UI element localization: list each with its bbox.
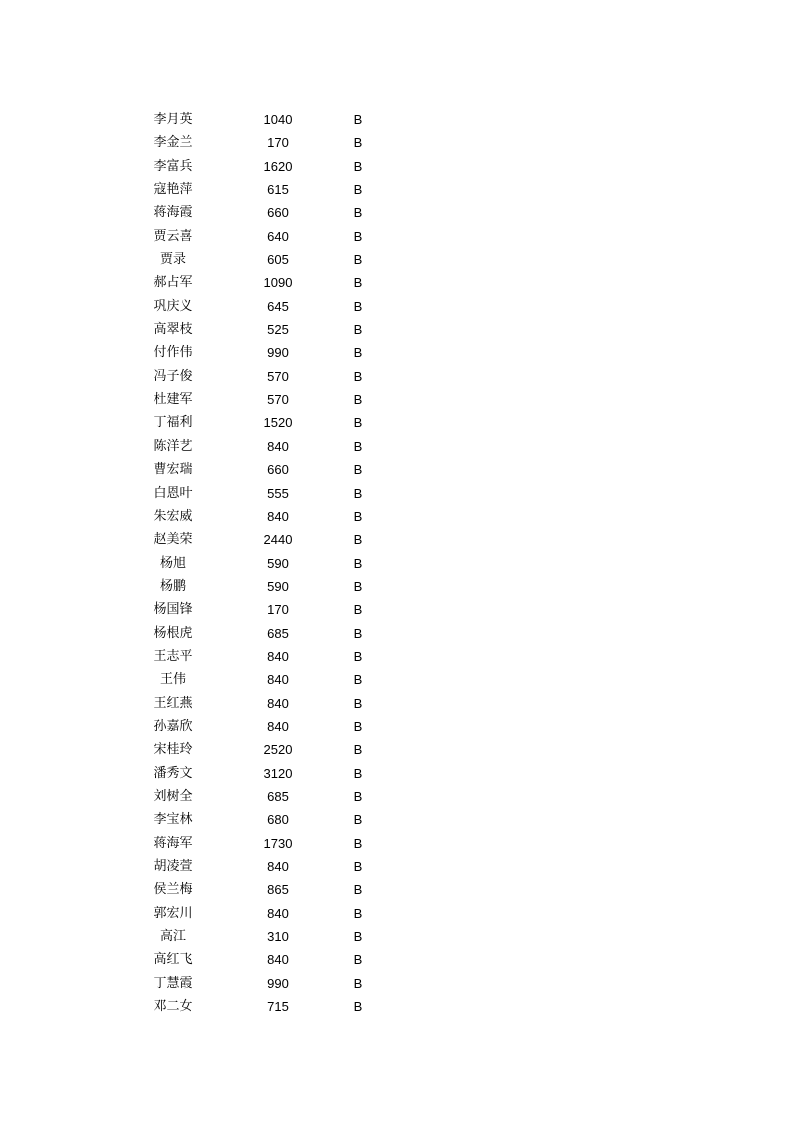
row-grade: B [353,462,363,478]
row-name: 李金兰 [153,135,193,151]
table-row [133,552,393,575]
row-name: 郭宏川 [153,905,193,921]
table-row [133,575,393,598]
row-amount: 3120 [263,765,293,781]
row-amount: 840 [267,718,289,734]
table-row [133,505,393,528]
row-grade: B [353,602,363,618]
row-name: 宋桂玲 [153,742,193,758]
row-name: 侯兰梅 [153,882,193,898]
row-grade: B [353,228,363,244]
row-amount: 555 [267,485,289,501]
table-row [133,715,393,738]
row-amount: 615 [267,182,289,198]
row-amount: 685 [267,625,289,641]
row-amount: 310 [267,929,289,945]
row-grade: B [353,345,363,361]
row-grade: B [353,718,363,734]
row-grade: B [353,158,363,174]
row-grade: B [353,695,363,711]
row-name: 杜建军 [153,392,193,408]
row-grade: B [353,905,363,921]
row-grade: B [353,485,363,501]
table-row [133,692,393,715]
row-name: 蒋海军 [153,835,193,851]
table-row [133,411,393,434]
row-grade: B [353,859,363,874]
row-name: 杨国锋 [153,602,193,618]
row-amount: 2520 [263,742,293,758]
row-name: 杨根虎 [153,625,193,641]
row-grade: B [353,508,363,524]
row-amount: 570 [267,392,289,408]
row-amount: 1730 [263,835,293,851]
row-amount: 840 [267,905,289,921]
row-amount: 1040 [263,112,293,127]
row-grade: B [353,672,363,688]
row-grade: B [353,298,363,314]
row-amount: 1620 [263,158,293,174]
row-grade: B [353,275,363,291]
row-grade: B [353,182,363,198]
row-amount: 660 [267,205,289,221]
row-grade: B [353,578,363,594]
row-grade: B [353,252,363,268]
table-row [133,365,393,388]
row-name: 邓二女 [153,999,193,1015]
table-row [133,808,393,831]
row-name: 王伟 [159,672,186,688]
row-name: 胡凌萱 [153,859,193,874]
table-row [133,482,393,505]
row-amount: 170 [267,602,289,618]
table-row [133,108,393,131]
row-amount: 680 [267,812,289,828]
row-name: 付作伟 [153,345,193,361]
row-amount: 645 [267,298,289,314]
row-grade: B [353,765,363,781]
table-row [133,972,393,995]
table-row [133,668,393,691]
row-amount: 840 [267,508,289,524]
row-grade: B [353,952,363,968]
row-name: 寇艳萍 [153,182,193,198]
table-row [133,622,393,645]
row-grade: B [353,788,363,804]
row-grade: B [353,415,363,431]
row-grade: B [353,205,363,221]
row-grade: B [353,835,363,851]
row-grade: B [353,532,363,548]
row-amount: 170 [267,135,289,151]
table-row [133,271,393,294]
row-name: 巩庆义 [153,298,193,314]
row-grade: B [353,392,363,408]
row-amount: 685 [267,788,289,804]
table-row [133,832,393,855]
table-row [133,948,393,971]
row-grade: B [353,625,363,641]
table-row [133,785,393,808]
table-row [133,178,393,201]
row-grade: B [353,135,363,151]
table-row [133,341,393,364]
table-row [133,855,393,878]
table-row [133,131,393,154]
table-row [133,248,393,271]
row-name: 陈洋艺 [153,438,193,454]
row-name: 白恩叶 [153,485,193,501]
row-grade: B [353,322,363,338]
table-row [133,295,393,318]
row-amount: 840 [267,859,289,874]
row-grade: B [353,112,363,127]
row-name: 高红飞 [153,952,193,968]
row-grade: B [353,648,363,664]
row-name: 丁福利 [153,415,193,431]
row-name: 曹宏瑞 [153,462,193,478]
row-amount: 840 [267,695,289,711]
row-name: 高翠枝 [153,322,193,338]
row-name: 潘秀文 [153,765,193,781]
table-row [133,201,393,224]
row-name: 王红燕 [153,695,193,711]
row-grade: B [353,929,363,945]
table-row [133,598,393,621]
row-amount: 840 [267,648,289,664]
row-name: 朱宏威 [153,508,193,524]
row-name: 蒋海霞 [153,205,193,221]
row-amount: 2440 [263,532,293,548]
table-row [133,645,393,668]
row-amount: 1090 [263,275,293,291]
table-row [133,528,393,551]
row-amount: 570 [267,368,289,384]
row-name: 刘树全 [153,788,193,804]
row-amount: 525 [267,322,289,338]
row-amount: 590 [267,555,289,571]
table-row [133,435,393,458]
table-row [133,388,393,411]
row-name: 郝占军 [153,275,193,291]
row-amount: 605 [267,252,289,268]
row-name: 杨旭 [159,555,186,571]
row-name: 李宝林 [153,812,193,828]
row-name: 高江 [159,929,186,945]
row-amount: 660 [267,462,289,478]
row-name: 王志平 [153,648,193,664]
row-grade: B [353,975,363,991]
table-row [133,925,393,948]
row-amount: 715 [267,999,289,1015]
row-name: 贾云喜 [153,228,193,244]
row-name: 孙嘉欣 [153,718,193,734]
row-grade: B [353,555,363,571]
table-row [133,995,393,1018]
row-name: 赵美荣 [153,532,193,548]
row-name: 贾录 [159,252,186,268]
row-amount: 590 [267,578,289,594]
row-name: 李富兵 [153,158,193,174]
row-name: 冯子俊 [153,368,193,384]
row-name: 杨鹏 [159,578,186,594]
table-row [133,902,393,925]
row-grade: B [353,882,363,898]
row-name: 李月英 [153,112,193,127]
row-grade: B [353,742,363,758]
row-amount: 840 [267,952,289,968]
row-amount: 1520 [263,415,293,431]
table-row [133,225,393,248]
row-amount: 990 [267,345,289,361]
row-grade: B [353,438,363,454]
table-row [133,878,393,901]
row-amount: 840 [267,438,289,454]
table-row [133,155,393,178]
row-grade: B [353,812,363,828]
table-row [133,458,393,481]
row-amount: 640 [267,228,289,244]
row-grade: B [353,999,363,1015]
row-grade: B [353,368,363,384]
table-row [133,318,393,341]
row-amount: 865 [267,882,289,898]
row-amount: 990 [267,975,289,991]
table-row [133,762,393,785]
row-amount: 840 [267,672,289,688]
data-table [133,108,393,1018]
table-row [133,738,393,761]
row-name: 丁慧霞 [153,975,193,991]
